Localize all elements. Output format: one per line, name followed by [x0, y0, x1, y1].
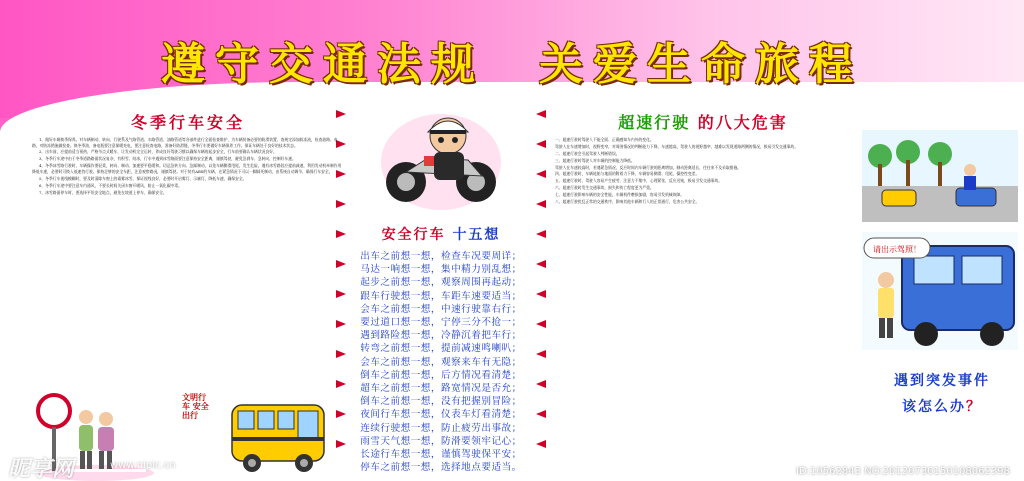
paragraph: 驾驶人在车速较高时，若遇紧急情况，反应时间内车辆行驶的距离增加，制动距离延长，往往来不及采取措施。	[555, 164, 742, 170]
speeding-hazards-panel	[548, 108, 858, 468]
paragraph: 五、超速行驶时，驾驶人容易产生疲劳，注意力不集中，心理紧张，反应迟钝，极易引发交通事故。	[555, 178, 723, 184]
speech-bubble-text: 请出示驾照！	[873, 245, 921, 254]
list-item: 夜间行车想一想，仪表车灯看清楚；	[360, 409, 522, 421]
watermark-id: ID:10562843 NO:20120730150108062398	[796, 466, 1010, 477]
list-item: 长途行车想一想，谨慎驾驶保平安；	[360, 449, 522, 461]
list-item: 倒车之前想一想，后方情况看清楚；	[360, 369, 522, 381]
list-item: 会车之前想一想，中速行驶靠右行；	[360, 303, 522, 315]
list-item: 倒车之前想一想，没有把握别冒险；	[360, 396, 522, 408]
list-item: 会车之前想一想，观察来车有无隐；	[360, 356, 522, 368]
paragraph: 4、冬季冰雪路行驶时，车辆操作要轻柔，转向、制动、加速要平稳缓和。切忌急转方向、急踩制动，以免车辆侧滑甩尾，发生危险。遇有冰雪路段应提前减速，利用发动机牵制作用降低车速，必要时可换入低速挡行驶。保持足够的安全车距，注意观察路况，谨慎驾驶。对于装有ABS的车辆，在紧急情况下可以一脚踩死制动，由系统自动调节，确保行车安全。	[32, 163, 342, 174]
emergency-question-line1: 遇到突发事件	[894, 373, 990, 389]
paragraph: 7、冰雪路面停车时，要选择平坦安全地点，避免在坡道上停车，确保安全。	[39, 189, 167, 195]
list-item: 超车之前想一想，路宽情况是否允；	[360, 383, 522, 395]
page-title: 遵守交通法规 关爱生命旅程	[161, 39, 863, 90]
paragraph: 5、冬季行车视线模糊时，要及时清除车窗上的霜雾冰雪，保证视线良好，必要时开启雾灯、示廓灯，降低车速，确保安全。	[39, 175, 247, 181]
winter-driving-text	[32, 137, 344, 375]
watermark-url: www.nipic.cn	[110, 460, 176, 471]
paragraph: 四、超速行驶时，车辆轮胎与地面的附着力下降，车辆容易侧滑、甩尾，操控性变差。	[555, 171, 700, 177]
vertical-slogan: 文明行车 安全出行	[182, 392, 209, 420]
winter-driving-heading: 冬季行车安全	[130, 113, 245, 132]
winter-driving-panel	[32, 108, 344, 468]
list-item: 停车之前想一想，选择地点要适当。	[360, 462, 522, 474]
police-motorcycle-illustration	[348, 110, 534, 214]
paragraph: 1、做好车辆换季保养。对车辆制动、转向、行驶系及气路管道、水路管道、油路管道等各部件进行全面检查维护，为车辆装备必要的防滑装置，查规定添加防冻液，检查油路、电路，对防冻措施做检查。换冬季油，备电瓶要注意保暖充电，要注意检查电路，准备好防滑链，冬季行车要做好车辆保养工作，保证车辆处于良好的技术状态。	[32, 137, 338, 148]
list-item: 要过道口想一想，宁停三分不抢一；	[360, 317, 522, 329]
list-item: 遇到路险想一想，冷静沉着把车行；	[360, 330, 522, 342]
speeding-hazards-heading	[548, 110, 858, 133]
emergency-side-panel	[862, 130, 1022, 460]
paragraph: 6、冬季行车途中要注意车内通风，不要长时间关闭车窗开暖风，防止一氧化碳中毒。	[39, 182, 182, 188]
paragraph: 一、超速行驶时驾驶人不能全面、正确感知车内外的变化。	[555, 137, 654, 142]
fifteen-thoughts-heading	[348, 224, 534, 244]
paragraph: 七、超速行驶影响车辆的安全性能，车辆机件磨损加剧，容易引发机械故障。	[555, 192, 685, 198]
heading-green-part: 超速行驶	[618, 113, 691, 132]
heading-red-part: 的八大危害	[697, 113, 788, 132]
paragraph: 二、超速行驶会引起驾驶人判断错误。	[555, 150, 620, 156]
list-item: 连续行驶想一想，防止疲劳出事故；	[360, 422, 522, 434]
police-check-scene-illustration	[862, 232, 1018, 350]
emergency-question-line2	[862, 396, 1022, 416]
list-item: 出车之前想一想，检查车况要周详；	[360, 251, 522, 262]
rhyme-list	[348, 250, 534, 474]
list-item: 马达一响想一想，集中精力别乱想；	[360, 264, 522, 276]
speeding-hazards-text	[548, 137, 858, 477]
watermark-logo: 昵享网	[8, 457, 75, 481]
list-item: 转弯之前想一想，提前减速鸣喇叭；	[360, 343, 522, 355]
list-item: 跟车行驶想一想，车距车速要适当；	[360, 290, 522, 302]
list-item: 雨雪天气想一想，防滑要领牢记心；	[360, 435, 522, 447]
heading-blue-part: 十五想	[452, 227, 501, 243]
paragraph: 2、出车前，应提前适当预热，严格节点式暖车，让发动机完全运转，养成良好驾驶习惯以确保车辆的起步安全，行车前要确认车辆状况良好。	[39, 149, 277, 155]
paragraph: 六、超速行驶时发生交通事故，损失和伤亡程度更为严重。	[555, 185, 654, 191]
traffic-accident-scene-illustration	[862, 130, 1018, 222]
paragraph: 3、冬季行车途中由于冬季道路路面状况复杂，有积雪、结冰，行车中遇到冰雪路面要注意保持安全距离，谨慎驾驶，避免急刹车、急转向，控制好车速。	[39, 156, 296, 162]
paragraph: 八、超速行驶扰乱正常的交通秩序，影响其他车辆和行人的正常通行，危害公共安全。	[555, 199, 700, 205]
list-item: 起步之前想一想，观察周围再起动；	[360, 277, 522, 289]
question-mark: ？	[966, 399, 982, 415]
fifteen-thoughts-panel	[348, 110, 534, 472]
watermark-bar	[0, 446, 1024, 481]
emergency-question-text: 该怎么办	[902, 399, 966, 415]
paragraph: 驾驶人在车速增加时，视野变窄，对周围情况的判断能力下降，车速越高，驾驶人的视野越窄，越难以发现道路两侧的情况，极易引发交通事故。	[555, 143, 798, 149]
heading-red-part: 安全行车	[381, 227, 446, 243]
right-divider-arrows	[534, 100, 548, 470]
paragraph: 三、超速行驶时驾驶人对车辆的控制能力降低。	[555, 157, 635, 163]
